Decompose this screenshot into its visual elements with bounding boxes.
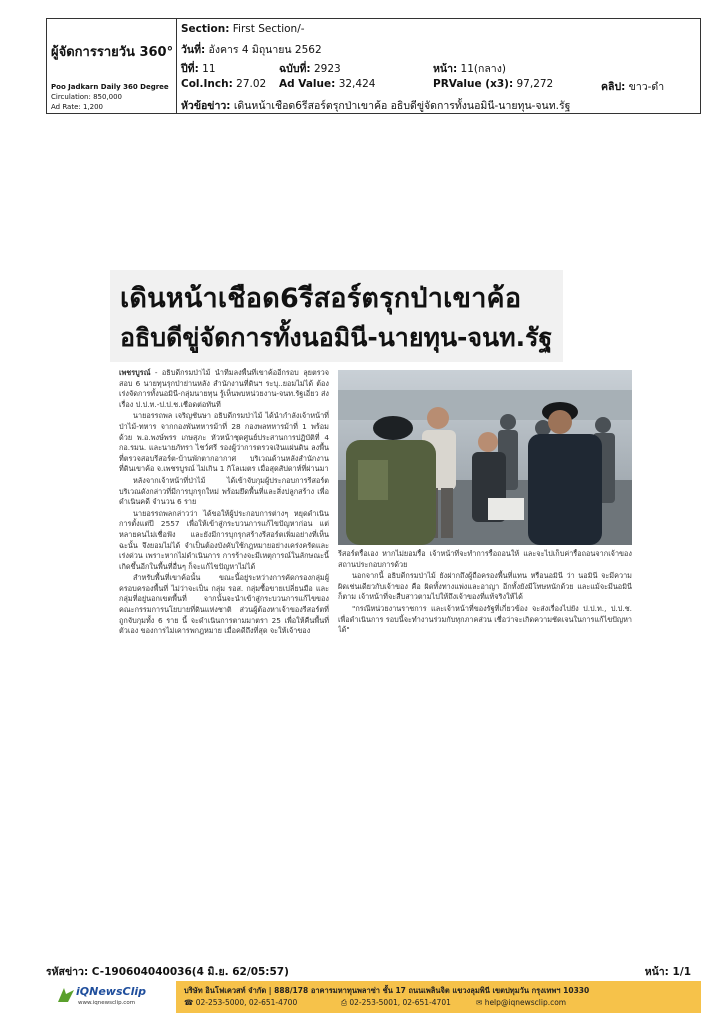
publication-name: ผู้จัดการรายวัน 360° (51, 45, 174, 60)
article-paragraph: เพชรบูรณ์ - อธิบดีกรมป่าไม้ นำทีมลงพื้นที่เขาค้ออีกรอบ ลุยตรวจสอบ 6 นายทุนรุกป่าย่านหลัง สำนักงานที่ดินฯ ระบุ..ยอมไม่ได้ ต้องเร่งจัดการทั้งนอมินี-กลุ่มนายทุน รู้เห็นพบหน่วยงาน-จนท.รัฐเอี่ยว ส่งเรื่อง ป.ป.ท.-ป.ป.ช.เชือดต่อทันที (119, 368, 329, 409)
article-paragraph: สำหรับพื้นที่เขาค้อนั้น ขณะนี้อยู่ระหว่างการคัดกรองกลุ่มผู้ครอบครองพื้นที่ ไม่ว่าจะเป็น กลุ่ม รอส. กลุ่มซื้อขายเปลี่ยนมือ และกลุ่มที่อยู่นอกเขตพื้นที่ จากนั้นจะนำเข้าสู่กระบวนการแก้ไขของคณะกรรมการนโยบายที่ดินแห่งชาติ ส่วนผู้ต้องหาเจ้าของรีสอร์ตที่ถูกจับกุมทั้ง 6 ราย นี้ จะดำเนินการตามมาตรา 25 เพื่อให้คืนพื้นที่ตัวเอง ของการไม่เคารพกฎหมาย เมื่อคดีถึงที่สุด จะให้เจ้าของ (119, 573, 329, 636)
article-paragraph: "กรณีหน่วยงานราชการ และเจ้าหน้าที่ของรัฐที่เกี่ยวข้อง จะส่งเรื่องไปยัง ป.ป.ท., ป.ป.ช. เพื่อดำเนินการ รอบนี้จะทำงานร่วมกับทุกภาคส่วน เชื่อว่าจะเกิดความชัดเจนในการแก้ไขปัญหาได้" (338, 603, 632, 635)
email-address[interactable]: help@iqnewsclip.com (484, 998, 567, 1007)
footer-page: หน้า: 1/1 (644, 966, 691, 978)
article-column-1 (119, 368, 329, 808)
news-photo (338, 370, 632, 545)
article-headline (110, 270, 563, 362)
article-paragraph: นายอรรถพลกล่าวว่า ได้ขอให้ผู้ประกอบการต่างๆ หยุดดำเนินการตั้งแต่ปี 2557 เพื่อให้เข้าสู่กระบวนการแก้ไขปัญหาก่อน แต่หลายคนไม่เชื่อฟัง และยังมีการบุกรุกสร้างรีสอร์ตเพิ่มอย่างที่เห็น ฉะนั้น จึงยอมไม่ได้ จำเป็นต้องบังคับใช้กฎหมายอย่างเคร่งครัดและเร่งด่วน เพราะหากไม่ดำเนินการ การร้างจะมีเหตุการณ์ในลักษณะนี้เกิดขึ้นอีกในพื้นที่อื่นๆ ก็จะแก้ไขปัญหาไม่ได้ (119, 508, 329, 571)
phone-number: 02-253-5000, 02-651-4700 (195, 998, 298, 1007)
headline-line-1: เดินหน้าเชือด6รีสอร์ตรุกป่าเขาค้อ (120, 283, 522, 314)
article-paragraph: นอกจากนี้ อธิบดีกรมป่าไม้ ยังฝากถึงผู้ถือครองพื้นที่แทน หรือนอมินี ว่า นอมินี จะมีความผิดเช่นเดียวกับเจ้าของ คือ ผิดทั้งทางแพ่งและอาญา อีกทั้งยังมีโทษหนักด้วย และแม้จะมีนอมินีก็ตาม เจ้าหน้าที่จะสืบสาวตามไปให้ถึงเจ้าของที่แท้จริงให้ได้ (338, 571, 632, 602)
logo-text: iQNewsClip (76, 985, 146, 998)
advalue-field: Ad Value: 32,424 (279, 78, 376, 90)
colinch-field: Col.Inch: 27.02 (181, 78, 267, 90)
phone-line (184, 998, 297, 1007)
clipping-header (46, 18, 701, 114)
issue-field: ฉบับที่: 2923 (279, 63, 341, 75)
logo-url: www.iqnewsclip.com (78, 1000, 136, 1006)
year-field: ปีที่: 11 (181, 63, 216, 75)
headline-line-2: อธิบดีขู่จัดการทั้งนอมินี-นายทุน-จนท.รัฐ (120, 323, 553, 352)
article-paragraph: หลังจากเจ้าหน้าที่ป่าไม้ ได้เข้าจับกุมผู้ประกอบการรีสอร์ต บริเวณดังกล่าวที่มีการบุกรุกใหม่ พร้อมยึดพื้นที่และสิ่งปลูกสร้าง เพื่อดำเนินคดี จำนวน 6 ราย (119, 475, 329, 507)
company-address: บริษัท อินโฟเควสท์ จำกัด | 888/178 อาคารมหาทุนพลาซ่า ชั้น 17 ถนนเพลินจิต แขวงลุมพินี เขตปทุมวัน กรุงเทพฯ 10330 (184, 986, 590, 995)
clip-field: คลิป: ขาว-ดำ (601, 81, 665, 93)
footer-bar (46, 981, 701, 1013)
fax-icon: ⎙ (341, 998, 347, 1007)
email-icon: ✉ (476, 998, 483, 1007)
date-field: วันที่: อังคาร 4 มิถุนายน 2562 (181, 44, 322, 56)
fax-line (341, 998, 451, 1008)
news-time: (4 มิ.ย. 62/05:57) (191, 966, 289, 978)
dateline: เพชรบูรณ์ (119, 368, 151, 377)
logo-icon (56, 986, 76, 1004)
article-column-2 (338, 549, 632, 679)
publication-meta (51, 82, 169, 112)
fax-number: 02-253-5001, 02-651-4701 (349, 998, 451, 1007)
news-code-line: รหัสข่าว: C-190604040036(4 มิ.ย. 62/05:57) หน้า: 1/1 (46, 963, 701, 980)
topic-field: หัวข้อข่าว: เดินหน้าเชือด6รีสอร์ตรุกป่าเขาค้อ อธิบดีขู่จัดการทั้งนอมินี-นายทุน-จนท.รัฐ (181, 100, 571, 112)
article-paragraph: นายอรรถพล เจริญชันษา อธิบดีกรมป่าไม้ ได้นำกำลังเจ้าหน้าที่ป่าไม้-ทหาร จากกองพันทหารม้าที่ 28 กองพลทหารม้าที่ 1 พร้อมด้วย พ.อ.พงษ์พรร เกษสุภะ หัวหน้าชุดศูนย์ประสานการปฏิบัติที่ 4 กอ.รมน. และนายภัทรา ไชว์ศรี รองผู้ว่าการตรวจเงินแผ่นดิน ลงพื้นที่ตรวจสอบรีสอร์ต-บ้านพักตากอากาศ บริเวณด้านหลังสำนักงานที่ดินเขาค้อ จ.เพชรบูรณ์ ไม่เกิน 1 กิโลเมตร เมื่อสุดสัปดาห์ที่ผ่านมา (119, 411, 329, 474)
email-line (476, 998, 566, 1007)
ad-rate: Ad Rate: 1,200 (51, 103, 104, 111)
publication-box (47, 19, 177, 113)
prvalue-field: PRValue (x3): 97,272 (433, 78, 554, 90)
page-field: หน้า: 11(กลาง) (433, 63, 506, 75)
news-photo-drawing (338, 370, 632, 545)
phone-icon: ☎ (184, 998, 194, 1007)
circulation: Circulation: 850,000 (51, 93, 123, 101)
news-code: C-190604040036 (91, 966, 192, 978)
publication-name-en: Poo Jadkarn Daily 360 Degree (51, 83, 169, 91)
section-field: Section: First Section/- (181, 23, 305, 35)
article-paragraph: รีสอร์ตรื้อเอง หากไม่ยอมรื้อ เจ้าหน้าที่จะทำการรื้อถอนให้ และจะไปเก็บค่ารื้อถอนจากเจ้าของสถานประกอบการด้วย (338, 549, 632, 569)
iqnewsclip-logo (56, 984, 176, 1012)
contact-bar (176, 981, 701, 1013)
